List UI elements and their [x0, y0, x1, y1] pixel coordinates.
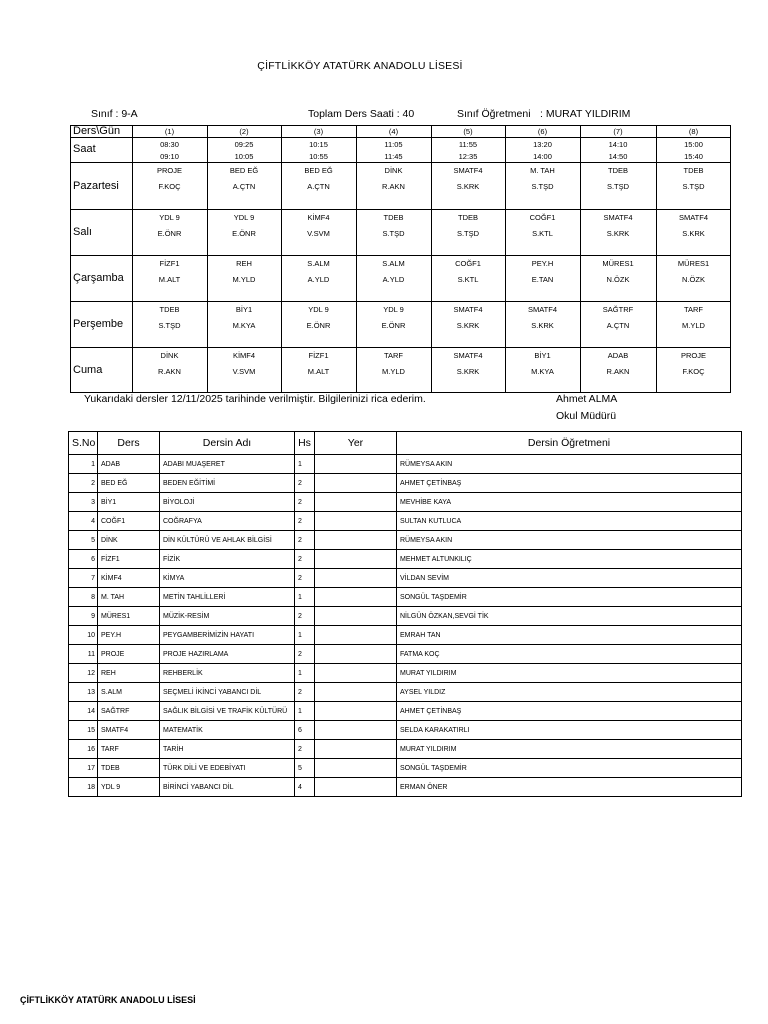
- period-end: 10:05: [234, 152, 254, 161]
- row-course-code: PROJE: [98, 645, 160, 664]
- lesson-course-code: YDL 9: [383, 305, 404, 314]
- table-row: [69, 493, 742, 512]
- lesson-course-code: PROJE: [680, 351, 706, 360]
- row-course-code: REH: [98, 664, 160, 683]
- grid-hline: [71, 209, 730, 210]
- lesson-teacher: E.ÖNR: [306, 321, 331, 330]
- row-course-name: MÜZİK-RESİM: [160, 607, 295, 626]
- lesson-teacher: M.KYA: [232, 321, 256, 330]
- row-room: [315, 569, 397, 588]
- period-start: 13:20: [533, 140, 552, 149]
- lesson-course-code: REH: [236, 259, 252, 268]
- lesson-course-code: M. TAH: [530, 166, 555, 175]
- lesson-course-code: COĞF1: [529, 213, 556, 222]
- schedule-note: Yukarıdaki dersler 12/11/2025 tarihinde verilmiştir. Bilgilerinizi rica ederim.: [84, 393, 426, 405]
- lesson-course-code: SMATF4: [678, 213, 709, 222]
- class-teacher-label: Sınıf Öğretmeni: [457, 108, 531, 120]
- lesson-course-code: COĞF1: [455, 259, 481, 268]
- row-sno: 15: [69, 721, 98, 740]
- period-number: (4): [388, 127, 399, 136]
- row-sno: 4: [69, 512, 98, 531]
- table-row: [69, 569, 742, 588]
- row-teacher: EMRAH TAN: [397, 626, 742, 645]
- lesson-course-code: SMATF4: [453, 166, 483, 175]
- lesson-course-code: BED EĞ: [229, 166, 259, 175]
- row-hours: 2: [295, 493, 315, 512]
- lesson-teacher: E.ÖNR: [157, 229, 182, 238]
- row-room: [315, 531, 397, 550]
- row-course-code: TARF: [98, 740, 160, 759]
- lesson-course-code: BİY1: [534, 351, 551, 360]
- row-course-code: M. TAH: [98, 588, 160, 607]
- period-end: 11:45: [384, 152, 403, 161]
- row-room: [315, 550, 397, 569]
- lesson-teacher: V.SVM: [232, 367, 256, 376]
- lesson-course-code: BİY1: [235, 305, 253, 314]
- row-course-name: TARİH: [160, 740, 295, 759]
- row-course-code: SMATF4: [98, 721, 160, 740]
- table-row: [69, 588, 742, 607]
- row-sno: 5: [69, 531, 98, 550]
- lesson-teacher: F.KOÇ: [158, 182, 181, 191]
- period-start: 11:55: [458, 140, 478, 149]
- row-hours: 2: [295, 474, 315, 493]
- row-hours: 1: [295, 702, 315, 721]
- period-end: 14:50: [608, 152, 628, 161]
- lesson-course-code: FİZF1: [308, 351, 329, 360]
- lesson-course-code: BED EĞ: [304, 166, 333, 175]
- grid-hline: [71, 162, 730, 163]
- lesson-teacher: S.KRK: [682, 229, 705, 238]
- school-title: ÇİFTLİKKÖY ATATÜRK ANADOLU LİSESİ: [257, 60, 463, 72]
- lesson-teacher: A.ÇTN: [606, 321, 630, 330]
- row-course-name: PEYGAMBERİMİZİN HAYATI: [160, 626, 295, 645]
- lesson-teacher: R.AKN: [606, 367, 630, 376]
- row-course-name: DİN KÜLTÜRÜ VE AHLAK BİLGİSİ: [160, 531, 295, 550]
- row-teacher: RÜMEYSA AKIN: [397, 531, 742, 550]
- period-number: (6): [537, 127, 548, 136]
- row-course-code: KİMF4: [98, 569, 160, 588]
- table-row: [69, 607, 742, 626]
- lesson-course-code: TDEB: [159, 305, 180, 314]
- row-course-code: COĞF1: [98, 512, 160, 531]
- table-row: [69, 759, 742, 778]
- period-end: 10:55: [309, 152, 328, 161]
- footer-school-name: ÇİFTLİKKÖY ATATÜRK ANADOLU LİSESİ: [20, 995, 196, 1005]
- row-teacher: AHMET ÇETİNBAŞ: [397, 702, 742, 721]
- row-course-code: YDL 9: [98, 778, 160, 797]
- row-hours: 2: [295, 607, 315, 626]
- row-teacher: ERMAN ÖNER: [397, 778, 742, 797]
- period-end: 15:40: [684, 152, 703, 161]
- row-course-code: SAĞTRF: [98, 702, 160, 721]
- lesson-course-code: YDL 9: [308, 305, 329, 314]
- header-room: Yer: [315, 432, 397, 455]
- grid-hline: [71, 347, 730, 348]
- row-course-code: TDEB: [98, 759, 160, 778]
- row-teacher: NİLGÜN ÖZKAN,SEVGİ TİK: [397, 607, 742, 626]
- lesson-teacher: M.YLD: [682, 321, 705, 330]
- lesson-teacher: A.ÇTN: [232, 182, 256, 191]
- period-start: 11:05: [384, 140, 403, 149]
- table-row: [69, 721, 742, 740]
- row-sno: 9: [69, 607, 98, 626]
- day-label: Çarşamba: [73, 272, 124, 284]
- row-course-code: FİZF1: [98, 550, 160, 569]
- header-sno: S.No: [69, 432, 98, 455]
- lesson-teacher: F.KOÇ: [682, 367, 705, 376]
- principal-name: Ahmet ALMA: [556, 393, 618, 405]
- row-sno: 10: [69, 626, 98, 645]
- row-sno: 3: [69, 493, 98, 512]
- row-sno: 2: [69, 474, 98, 493]
- row-teacher: FATMA KOÇ: [397, 645, 742, 664]
- row-course-code: BİY1: [98, 493, 160, 512]
- row-hours: 2: [295, 531, 315, 550]
- period-number: (7): [613, 127, 623, 136]
- lesson-teacher: S.KTL: [457, 275, 479, 284]
- row-sno: 1: [69, 455, 98, 474]
- row-hours: 2: [295, 740, 315, 759]
- period-number: (5): [463, 127, 473, 136]
- lesson-course-code: TDEB: [683, 166, 704, 175]
- lesson-course-code: PEY.H: [531, 259, 554, 268]
- table-row: [69, 664, 742, 683]
- row-sno: 11: [69, 645, 98, 664]
- row-room: [315, 455, 397, 474]
- period-start: 10:15: [309, 140, 328, 149]
- table-row: [69, 550, 742, 569]
- courses-table: [68, 431, 742, 797]
- lesson-course-code: TDEB: [457, 213, 478, 222]
- period-start: 08:30: [160, 140, 179, 149]
- lesson-teacher: M.ALT: [158, 275, 181, 284]
- row-sno: 17: [69, 759, 98, 778]
- row-course-code: S.ALM: [98, 683, 160, 702]
- row-hours: 1: [295, 455, 315, 474]
- lesson-course-code: SMATF4: [453, 351, 483, 360]
- lesson-teacher: S.KRK: [456, 182, 480, 191]
- lesson-course-code: PROJE: [156, 166, 182, 175]
- row-room: [315, 645, 397, 664]
- class-label: Sınıf : 9-A: [91, 108, 138, 120]
- lesson-teacher: S.TŞD: [158, 321, 181, 330]
- row-teacher: AYSEL YILDIZ: [397, 683, 742, 702]
- table-row: [69, 740, 742, 759]
- header-course-name: Dersin Adı: [160, 432, 295, 455]
- row-room: [315, 664, 397, 683]
- lesson-teacher: N.ÖZK: [682, 275, 705, 284]
- period-number: (3): [313, 127, 324, 136]
- row-room: [315, 721, 397, 740]
- lesson-teacher: A.ÇTN: [307, 182, 330, 191]
- row-course-name: BİRİNCİ YABANCI DİL: [160, 778, 295, 797]
- lesson-teacher: S.TŞD: [456, 229, 480, 238]
- row-course-code: BED EĞ: [98, 474, 160, 493]
- table-row: [69, 455, 742, 474]
- header-hours: Hs: [295, 432, 315, 455]
- day-label: Cuma: [73, 364, 103, 376]
- lesson-course-code: TARF: [383, 351, 404, 360]
- courses-header-row: [69, 432, 742, 455]
- lesson-teacher: V.SVM: [307, 229, 330, 238]
- lesson-course-code: SMATF4: [453, 305, 483, 314]
- lesson-teacher: M.KYA: [531, 367, 554, 376]
- row-course-code: PEY.H: [98, 626, 160, 645]
- lesson-course-code: SAĞTRF: [602, 305, 634, 314]
- lesson-course-code: KİMF4: [232, 351, 256, 360]
- lesson-teacher: S.KRK: [456, 367, 480, 376]
- row-course-name: SEÇMELİ İKİNCİ YABANCI DİL: [160, 683, 295, 702]
- lesson-course-code: SMATF4: [527, 305, 558, 314]
- row-teacher: MEHMET ALTUNKILIÇ: [397, 550, 742, 569]
- row-teacher: SONGÜL TAŞDEMİR: [397, 588, 742, 607]
- day-label: Salı: [73, 226, 92, 238]
- row-teacher: MURAT YILDIRIM: [397, 664, 742, 683]
- lesson-teacher: M.ALT: [307, 367, 330, 376]
- row-course-name: BEDEN EĞİTİMİ: [160, 474, 295, 493]
- lesson-course-code: KİMF4: [307, 213, 330, 222]
- lesson-teacher: E.ÖNR: [381, 321, 406, 330]
- lesson-teacher: S.KTL: [532, 229, 553, 238]
- lesson-course-code: DİNK: [384, 166, 403, 175]
- period-number: (1): [164, 127, 175, 136]
- lesson-course-code: YDL 9: [159, 213, 180, 222]
- lesson-course-code: S.ALM: [307, 259, 330, 268]
- total-hours-label: Toplam Ders Saati : 40: [308, 108, 415, 120]
- table-row: [69, 531, 742, 550]
- lesson-course-code: MÜRES1: [677, 259, 710, 268]
- row-course-name: MATEMATİK: [160, 721, 295, 740]
- table-row: [69, 778, 742, 797]
- row-room: [315, 683, 397, 702]
- row-teacher: RÜMEYSA AKIN: [397, 455, 742, 474]
- row-course-name: PROJE HAZIRLAMA: [160, 645, 295, 664]
- principal-title: Okul Müdürü: [556, 410, 617, 422]
- day-label: Pazartesi: [73, 179, 119, 192]
- lesson-teacher: S.TŞD: [606, 182, 630, 191]
- row-sno: 12: [69, 664, 98, 683]
- table-row: [69, 645, 742, 664]
- row-hours: 4: [295, 778, 315, 797]
- row-hours: 1: [295, 664, 315, 683]
- row-teacher: AHMET ÇETİNBAŞ: [397, 474, 742, 493]
- row-sno: 14: [69, 702, 98, 721]
- row-course-name: TÜRK DİLİ VE EDEBİYATI: [160, 759, 295, 778]
- lesson-course-code: ADAB: [607, 351, 629, 360]
- grid-hline: [71, 137, 730, 138]
- row-teacher: MURAT YILDIRIM: [397, 740, 742, 759]
- lesson-course-code: YDL 9: [233, 213, 255, 222]
- lesson-teacher: S.KRK: [531, 321, 554, 330]
- row-course-name: KİMYA: [160, 569, 295, 588]
- table-row: [69, 626, 742, 645]
- row-teacher: MEVHİBE KAYA: [397, 493, 742, 512]
- row-teacher: SONGÜL TAŞDEMİR: [397, 759, 742, 778]
- lesson-course-code: TARF: [683, 305, 704, 314]
- period-number: (2): [239, 127, 249, 136]
- table-row: [69, 702, 742, 721]
- row-room: [315, 588, 397, 607]
- row-sno: 16: [69, 740, 98, 759]
- row-sno: 18: [69, 778, 98, 797]
- class-teacher-name: : MURAT YILDIRIM: [540, 108, 631, 120]
- row-teacher: SULTAN KUTLUCA: [397, 512, 742, 531]
- grid-hline: [71, 301, 730, 302]
- row-hours: 2: [295, 645, 315, 664]
- lesson-teacher: S.TŞD: [531, 182, 554, 191]
- day-label: Perşembe: [73, 318, 124, 330]
- grid-hline: [71, 255, 730, 256]
- lesson-teacher: A.YLD: [307, 275, 330, 284]
- period-end: 14:00: [533, 152, 552, 161]
- row-sno: 7: [69, 569, 98, 588]
- period-number: (8): [688, 127, 699, 136]
- row-course-name: REHBERLİK: [160, 664, 295, 683]
- row-course-code: MÜRES1: [98, 607, 160, 626]
- table-row: [69, 683, 742, 702]
- lesson-teacher: S.TŞD: [682, 182, 705, 191]
- row-course-name: FİZİK: [160, 550, 295, 569]
- row-course-code: DİNK: [98, 531, 160, 550]
- lesson-course-code: MÜRES1: [602, 259, 634, 268]
- period-start: 09:25: [234, 140, 254, 149]
- row-room: [315, 626, 397, 645]
- lesson-teacher: R.AKN: [158, 367, 181, 376]
- lesson-teacher: M.YLD: [382, 367, 405, 376]
- lesson-teacher: S.TŞD: [382, 229, 405, 238]
- row-hours: 2: [295, 683, 315, 702]
- row-hours: 1: [295, 626, 315, 645]
- row-sno: 6: [69, 550, 98, 569]
- lesson-course-code: SMATF4: [603, 213, 633, 222]
- time-row-label: Saat: [73, 143, 96, 155]
- period-start: 15:00: [684, 140, 703, 149]
- header-course-code: Ders: [98, 432, 160, 455]
- lesson-course-code: TDEB: [607, 166, 628, 175]
- table-row: [69, 474, 742, 493]
- period-start: 14:10: [608, 140, 628, 149]
- lesson-teacher: E.TAN: [531, 275, 554, 284]
- row-course-name: BİYOLOJİ: [160, 493, 295, 512]
- lesson-teacher: E.ÖNR: [232, 229, 256, 238]
- lesson-teacher: M.YLD: [232, 275, 256, 284]
- row-hours: 6: [295, 721, 315, 740]
- row-hours: 1: [295, 588, 315, 607]
- row-teacher: VİLDAN SEVİM: [397, 569, 742, 588]
- row-room: [315, 778, 397, 797]
- header-teacher: Dersin Öğretmeni: [397, 432, 742, 455]
- lesson-teacher: N.ÖZK: [606, 275, 630, 284]
- row-course-code: ADAB: [98, 455, 160, 474]
- lesson-course-code: TDEB: [383, 213, 404, 222]
- lesson-course-code: S.ALM: [382, 259, 405, 268]
- lesson-teacher: S.KRK: [606, 229, 630, 238]
- period-end: 12:35: [458, 152, 478, 161]
- lesson-teacher: S.KRK: [456, 321, 480, 330]
- row-hours: 2: [295, 512, 315, 531]
- period-end: 09:10: [160, 152, 179, 161]
- row-course-name: METİN TAHLİLLERİ: [160, 588, 295, 607]
- row-room: [315, 607, 397, 626]
- lesson-course-code: FİZF1: [159, 259, 180, 268]
- lesson-course-code: DİNK: [160, 351, 179, 360]
- row-course-name: COĞRAFYA: [160, 512, 295, 531]
- lesson-teacher: A.YLD: [382, 275, 405, 284]
- row-room: [315, 474, 397, 493]
- row-sno: 8: [69, 588, 98, 607]
- row-room: [315, 493, 397, 512]
- table-row: [69, 512, 742, 531]
- corner-label: Ders\Gün: [73, 125, 121, 137]
- lesson-teacher: R.AKN: [382, 182, 405, 191]
- row-room: [315, 759, 397, 778]
- row-teacher: SELDA KARAKATIRLI: [397, 721, 742, 740]
- row-room: [315, 702, 397, 721]
- weekly-schedule-table: [70, 125, 731, 393]
- row-sno: 13: [69, 683, 98, 702]
- row-room: [315, 512, 397, 531]
- row-course-name: ADABI MUAŞERET: [160, 455, 295, 474]
- row-hours: 2: [295, 569, 315, 588]
- row-hours: 2: [295, 550, 315, 569]
- row-course-name: SAĞLIK BİLGİSİ VE TRAFİK KÜLTÜRÜ: [160, 702, 295, 721]
- row-hours: 5: [295, 759, 315, 778]
- row-room: [315, 740, 397, 759]
